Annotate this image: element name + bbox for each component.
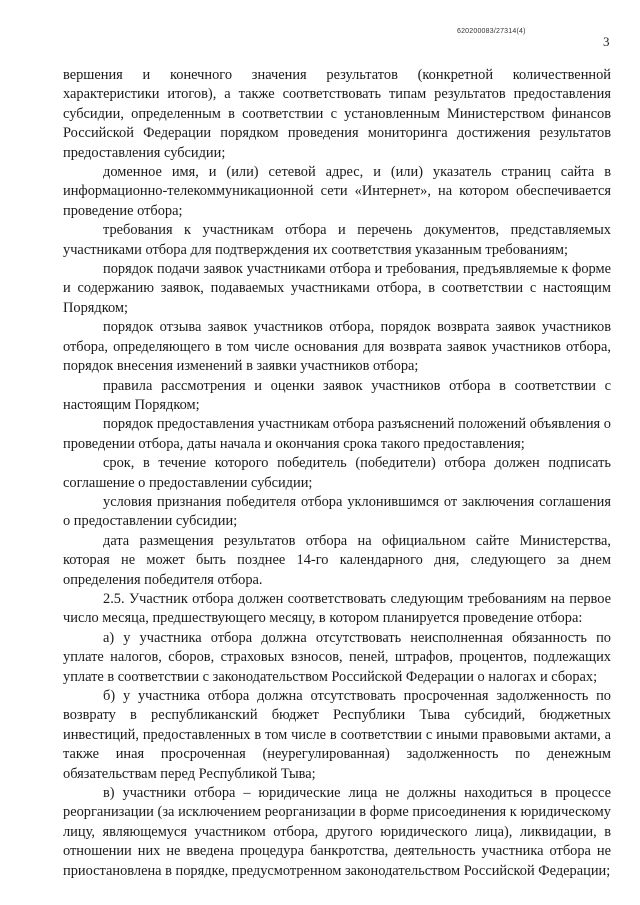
paragraph-item-b: б) у участника отбора должна отсутствовать просроченная задолженность по возврату в республиканский бюджет Республики Тыва субсидий, бюджетных инвестиций, предоставленных в том числе в соответствии с иными правовыми актами, а также иная просроченная (неурегулированная) задолженность по денежным обязательствам перед Республикой Тыва; bbox=[63, 688, 611, 782]
paragraph-withdrawal-procedure: порядок отзыва заявок участников отбора, порядок возврата заявок участников отбора, определяющего в том числе основания для возврата заявок участников отбора, порядок внесения изменений в заявки участников отбора; bbox=[63, 319, 611, 375]
paragraph-evasion-conditions: условия признания победителя отбора уклонившимся от заключения соглашения о предоставлении субсидии; bbox=[63, 493, 611, 530]
paragraph-section-2-5: 2.5. Участник отбора должен соответствовать следующим требованиям на первое число месяца, предшествующего месяцу, в котором планируется проведение отбора: bbox=[63, 590, 611, 627]
paragraph-participant-requirements: требования к участникам отбора и перечень документов, представляемых участниками отбора для подтверждения их соответствия указанным требованиям; bbox=[63, 222, 611, 258]
paragraph-item-a: а) у участника отбора должна отсутствовать неисполненная обязанность по уплате налогов, сборов, страховых взносов, пеней, штрафов, процентов, подлежащих уплате в соответствии с законодательством Российской Федерации о налогах и сборах; bbox=[63, 629, 611, 685]
document-id: 620200083/27314(4) bbox=[457, 28, 526, 35]
paragraph-clarifications: порядок предоставления участникам отбора разъяснений положений объявления о проведении отбора, даты начала и окончания срока такого предоставления; bbox=[63, 416, 611, 452]
paragraph-application-procedure: порядок подачи заявок участниками отбора и требования, предъявляемые к форме и содержанию заявок, подаваемых участниками отбора, в соответствии с настоящим Порядком; bbox=[63, 261, 611, 316]
paragraph-continuation: вершения и конечного значения результатов (конкретной количественной характеристики итогов), а также соответствовать типам результатов предоставления субсидии, определенным в соответствии с установленным Министерством финансов Российской Федерации порядком проведения мониторинга достижения результатов предоставления субсидии; bbox=[63, 67, 611, 161]
paragraph-signing-deadline: срок, в течение которого победитель (победители) отбора должен подписать соглашение о предоставлении субсидии; bbox=[63, 455, 611, 491]
paragraph-results-date: дата размещения результатов отбора на официальном сайте Министерства, которая не может быть позднее 14-го календарного дня, следующего за днем определения победителя отбора. bbox=[63, 532, 611, 588]
paragraph-domain-name: доменное имя, и (или) сетевой адрес, и (или) указатель страниц сайта в информационно-телекоммуникационной сети «Интернет», на котором обеспечивается проведение отбора; bbox=[63, 164, 611, 219]
paragraph-review-rules: правила рассмотрения и оценки заявок участников отбора в соответствии с настоящим Порядком; bbox=[63, 377, 611, 413]
page-number: 3 bbox=[603, 34, 610, 49]
document-body bbox=[63, 66, 611, 881]
paragraph-item-v: в) участники отбора – юридические лица не должны находиться в процессе реорганизации (за исключением реорганизации в форме присоединения к юридическому лицу, являющемуся участником отбора, другого юридического лица), ликвидации, в отношении них не введена процедура банкротства, деятельность участника отбора не приостановлена в порядке, предусмотренном законодательством Российской Федерации; bbox=[63, 785, 611, 879]
